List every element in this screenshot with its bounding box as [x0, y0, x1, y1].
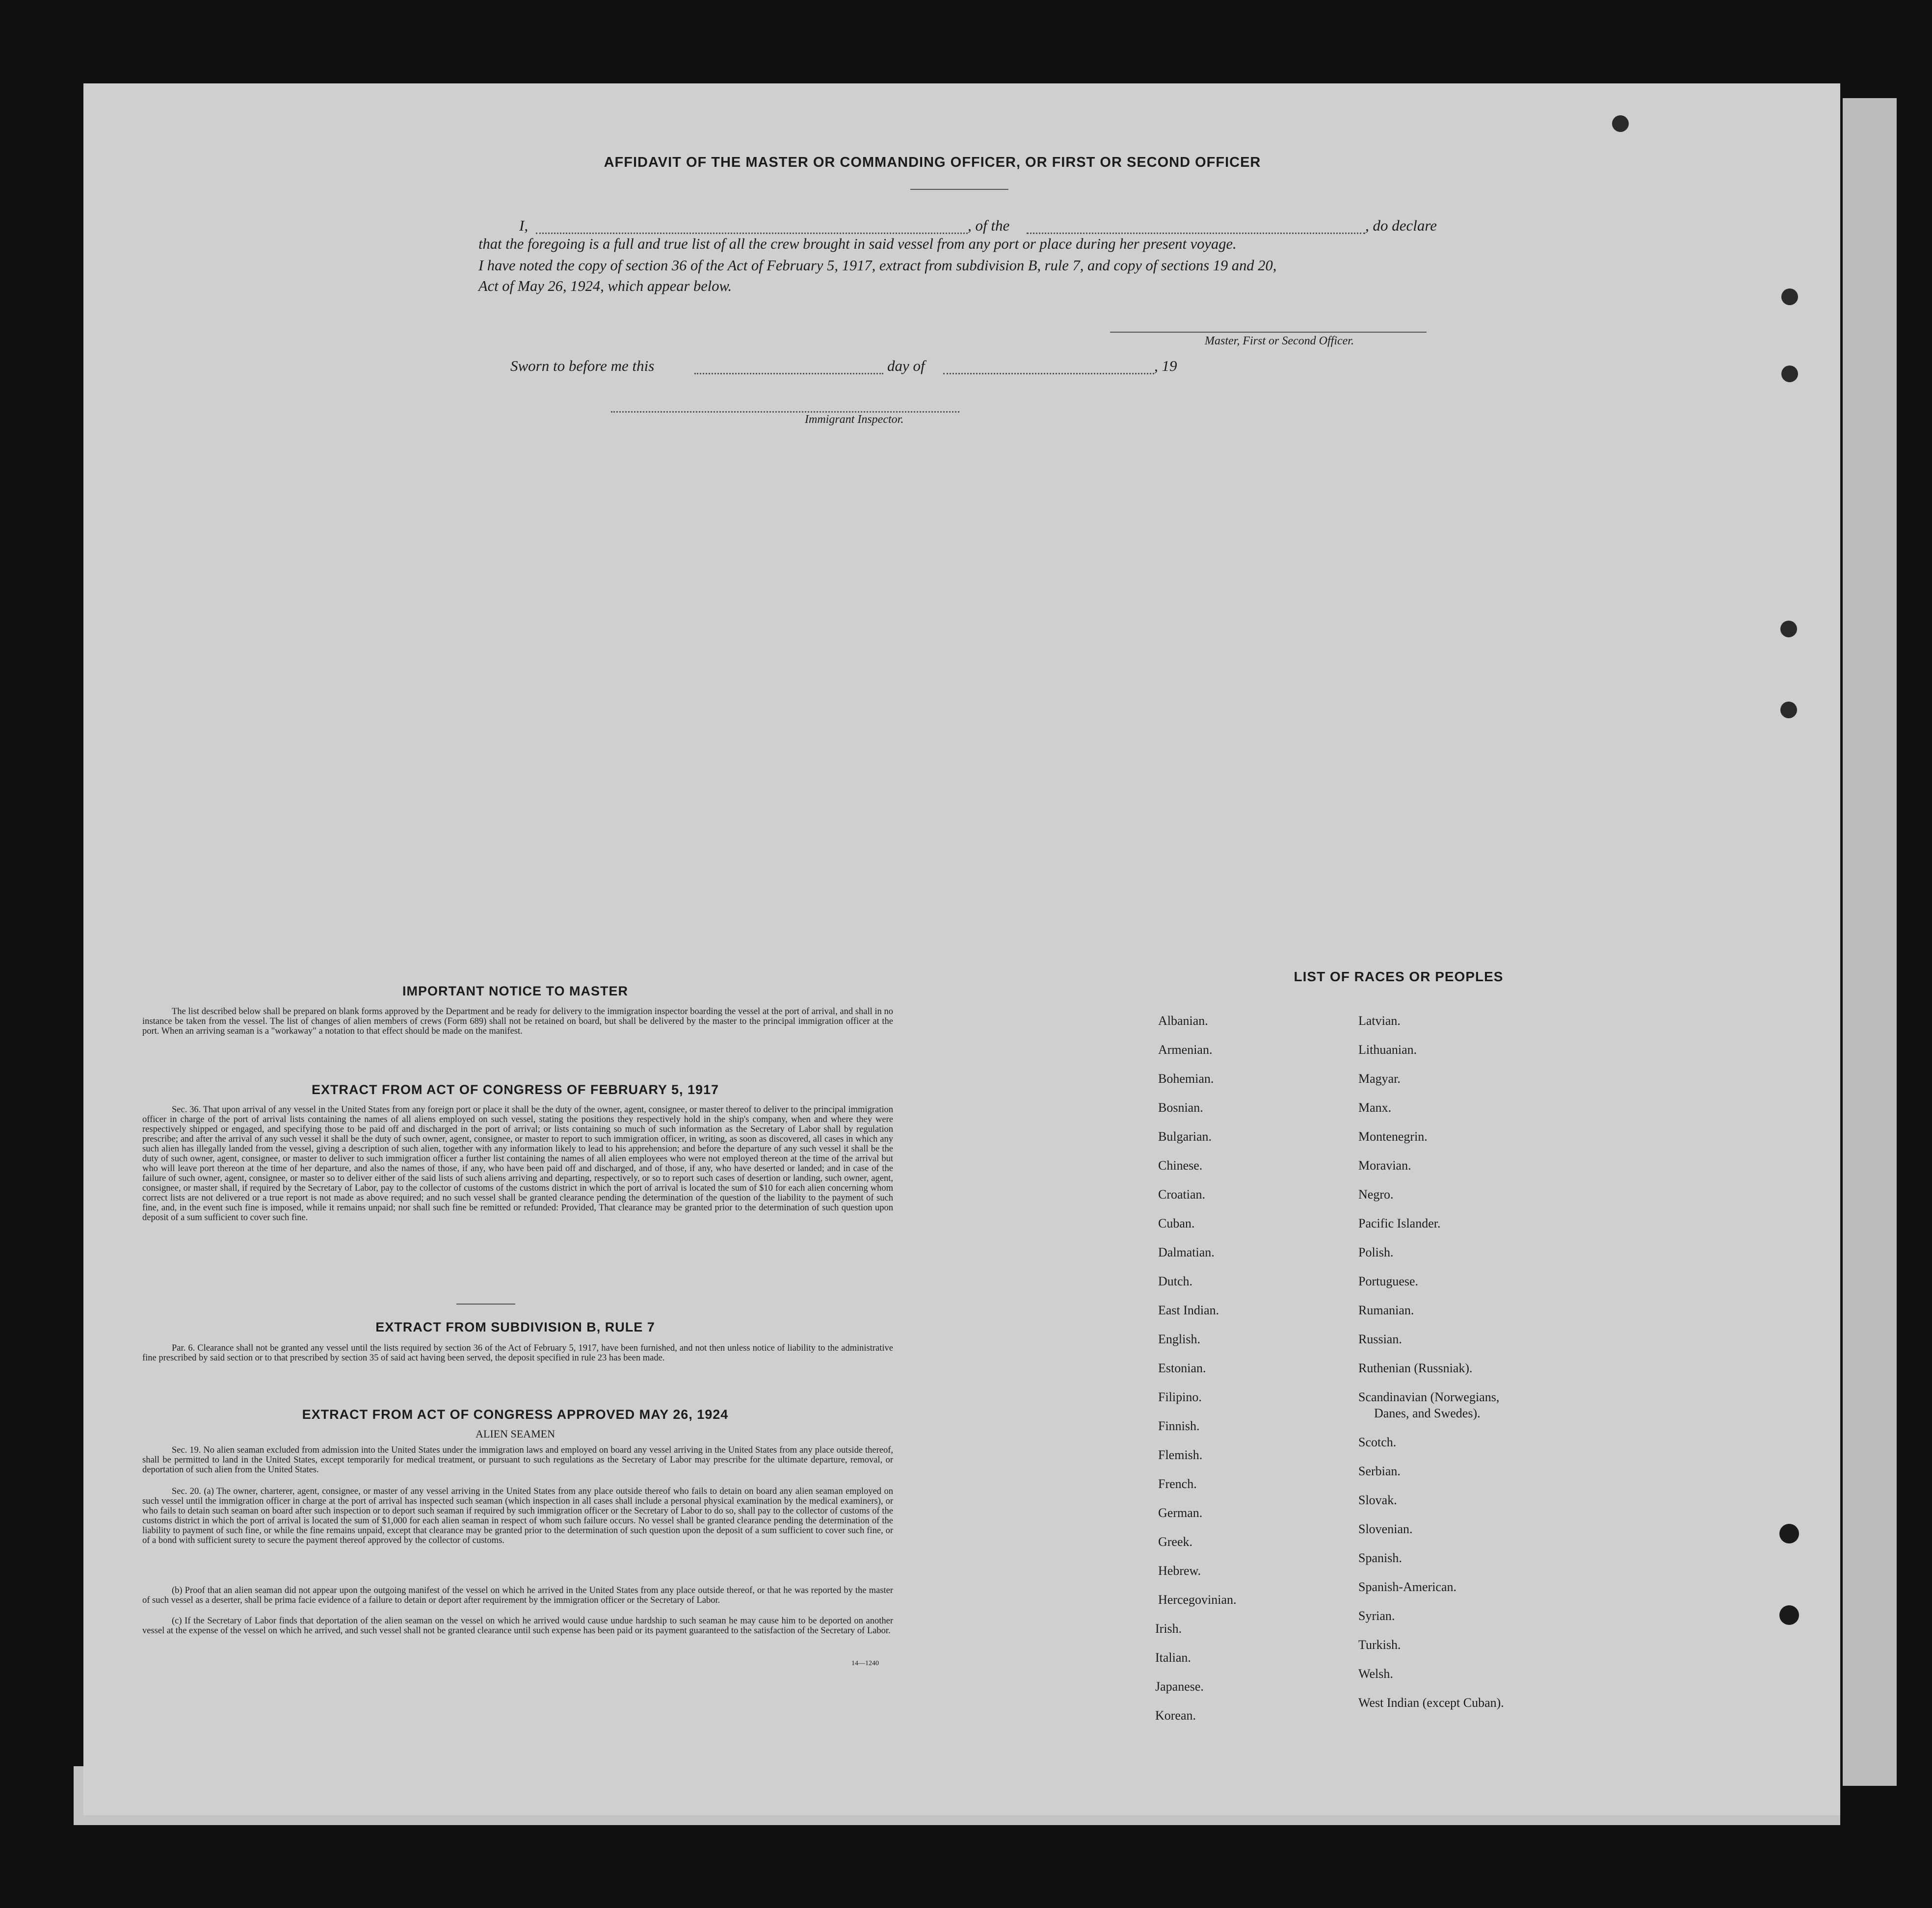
inspector-signature-line: [611, 411, 959, 413]
race-item: Slovenian.: [1358, 1522, 1413, 1536]
race-item: Syrian.: [1358, 1609, 1395, 1623]
race-item: Latvian.: [1358, 1014, 1401, 1028]
extract-1924-title: EXTRACT FROM ACT OF CONGRESS APPROVED MAY 26, 1924: [302, 1407, 729, 1422]
punch-hole: [1779, 1524, 1799, 1543]
inspector-caption: Immigrant Inspector.: [805, 413, 904, 426]
name-blank: [536, 233, 968, 234]
affidavit-of-the: , of the: [968, 217, 1010, 234]
race-item: English.: [1158, 1332, 1200, 1346]
race-item: Portuguese.: [1358, 1274, 1419, 1288]
race-item: Dutch.: [1158, 1274, 1193, 1288]
race-item: Montenegrin.: [1358, 1129, 1428, 1144]
notice-title: IMPORTANT NOTICE TO MASTER: [402, 984, 628, 998]
race-item: Polish.: [1358, 1245, 1394, 1259]
race-item: Negro.: [1358, 1187, 1394, 1202]
sworn-month-blank: [943, 373, 1154, 374]
race-item: German.: [1158, 1506, 1203, 1520]
underlying-sheet-edge: [1843, 98, 1897, 1786]
notice-body: The list described below shall be prepared on blank forms approved by the Department and be ready for delivery to the immigration inspector boarding the vessel at the port of arrival, and shall in no instance be taken from the vessel. The list of changes of alien members of crews (Form 689) shall not be retained on board, but shall be delivered by the master to the principal immigration officer at the port. When an arriving seaman is a "workaway" a notation to that effect should be made on the manifest.: [142, 1007, 893, 1036]
race-item: Korean.: [1155, 1708, 1196, 1723]
race-item: Magyar.: [1358, 1072, 1401, 1086]
race-item: Flemish.: [1158, 1448, 1203, 1462]
races-title: LIST OF RACES OR PEOPLES: [1294, 969, 1504, 984]
affidavit-line-4: Act of May 26, 1924, which appear below.: [478, 278, 732, 294]
race-item: Filipino.: [1158, 1390, 1202, 1404]
race-item: Russian.: [1358, 1332, 1402, 1346]
extract-1917-body: Sec. 36. That upon arrival of any vessel in the United States from any foreign port or place it shall be the duty of the owner, agent, consignee, or master thereof to deliver to the principal immigration officer in charge of the port of arrival lists containing the names of all aliens employed on such vessel, stating the positions they respectively hold in the ship's company, when and where they were respectively shipped or engaged, and specifying those to be paid off and discharged in the port of arrival; or lists containing so much of such information as the Secretary of Labor shall by regulation prescribe; and after the arrival of any such vessel it shall be the duty of such owner, agent, consignee, or master to report to such immigration officer, in writing, as soon as discovered, all cases in which any such alien has illegally landed from the vessel, giving a description of such alien, together with any information likely to lead to his apprehension; and before the departure of any such vessel it shall be the duty of such owner, agent, consignee, or master to deliver to such immigration officer a further list containing the names of all alien employees who were not employed thereon at the time of the arrival but who will leave port thereon at the time of her departure, and also the names of those, if any, who have been paid off and discharged, and of those, if any, who have deserted or landed; and in case of the failure of such owner, agent, consignee, or master so to deliver either of the said lists of such aliens arriving and departing, respectively, or so to report such cases of desertion or landing, such owner, agent, consignee, or master shall, if required by the Secretary of Labor, pay to the collector of customs of the customs district in which the port of arrival is located the sum of $10 for each alien concerning whom correct lists are not delivered or a true report is not made as above required; and no such vessel shall be granted clearance pending the determination of the question of the liability to the payment of such fine, and, in the event such fine is imposed, while it remains unpaid; nor shall such fine be remitted or refunded: Provided, That clearance may be granted prior to the determination of such question upon deposit of a sum sufficient to cover such fine.: [142, 1105, 893, 1223]
extract-1924-sec20a: Sec. 20. (a) The owner, charterer, agent, consignee, or master of any vessel arriving in the United States from any place outside thereof who fails to detain on board any alien seaman employed on such vessel until the immigration officer in charge at the port of arrival has inspected such seaman (which inspection in all cases shall include a personal physical examination by the medical examiners), or who fails to detain such seaman on board after such inspection or to deport such seaman if required by such immigration officer or the Secretary of Labor to do so, shall pay to the collector of customs of the customs district in which the port of arrival is located the sum of $1,000 for each alien seaman in respect of whom such failure occurs. No vessel shall be granted clearance pending the determination of the liability to payment of such fine, or while the fine remains unpaid, except that clearance may be granted prior to the determination of such question upon the deposit of a sum sufficient to cover such fine, or of a bond with sufficient surety to secure the payment thereof approved by the collector of customs.: [142, 1487, 893, 1545]
document-page: [83, 83, 1840, 1815]
race-item: Irish.: [1155, 1621, 1182, 1636]
punch-hole: [1612, 115, 1629, 132]
race-item: Cuban.: [1158, 1216, 1195, 1230]
punch-hole: [1780, 621, 1797, 637]
affidavit-i-label: I,: [519, 217, 529, 234]
race-item: Hebrew.: [1158, 1564, 1201, 1578]
race-item: Estonian.: [1158, 1361, 1206, 1375]
punch-hole: [1781, 288, 1798, 305]
race-item: Serbian.: [1358, 1464, 1401, 1478]
punch-hole: [1780, 702, 1797, 718]
race-item: Manx.: [1358, 1100, 1392, 1115]
extract-1924-sec19: Sec. 19. No alien seaman excluded from admission into the United States under the immigration laws and employed on board any vessel arriving in the United States from any place outside thereof, shall be permitted to land in the United States, except temporarily for medical treatment, or pursuant to such regulations as the Secretary of Labor may prescribe for the ultimate departure, removal, or deportation of such alien from the United States.: [142, 1445, 893, 1475]
race-item: Danes, and Swedes).: [1374, 1406, 1481, 1420]
race-item: Scandinavian (Norwegians,: [1358, 1390, 1500, 1404]
affidavit-line-2: that the foregoing is a full and true list of all the crew brought in said vessel from any port or place during her present voyage.: [478, 235, 1237, 252]
divider: [456, 1304, 515, 1305]
extract-1924-sec20b: (b) Proof that an alien seaman did not appear upon the outgoing manifest of the vessel on which he arrived in the United States from any place outside thereof, or that he was reported by the master of such vessel as a deserter, shall be prima facie evidence of a failure to detain or deport after requirement by the immigration officer or the Secretary of Labor.: [142, 1586, 893, 1605]
affidavit-title: AFFIDAVIT OF THE MASTER OR COMMANDING OFFICER, OR FIRST OR SECOND OFFICER: [604, 155, 1261, 170]
race-item: Hercegovinian.: [1158, 1593, 1237, 1607]
extract-rule7-body: Par. 6. Clearance shall not be granted any vessel until the lists required by section 36 of the Act of February 5, 1917, have been furnished, and not then unless notice of liability to the administrative fine prescribed by said section or to that prescribed by section 35 of said act having been served, the deposit specified in rule 23 has been made.: [142, 1343, 893, 1363]
vessel-blank: [1027, 233, 1365, 234]
affidavit-do-declare: , do declare: [1365, 217, 1437, 234]
sworn-label: Sworn to before me this: [510, 357, 655, 374]
race-item: French.: [1158, 1477, 1197, 1491]
master-signature-line: [1110, 332, 1427, 333]
year-label: , 19: [1154, 357, 1177, 374]
alien-seamen-subtitle: ALIEN SEAMEN: [476, 1428, 555, 1440]
day-of-label: day of: [887, 357, 925, 374]
sworn-day-blank: [694, 373, 883, 374]
form-number: 14—1240: [851, 1660, 879, 1667]
master-caption: Master, First or Second Officer.: [1205, 335, 1354, 347]
race-item: Welsh.: [1358, 1667, 1393, 1681]
race-item: Greek.: [1158, 1535, 1193, 1549]
race-item: Finnish.: [1158, 1419, 1200, 1433]
race-item: Moravian.: [1358, 1158, 1411, 1173]
extract-rule7-title: EXTRACT FROM SUBDIVISION B, RULE 7: [375, 1320, 655, 1334]
race-item: Spanish.: [1358, 1551, 1402, 1565]
affidavit-line-3: I have noted the copy of section 36 of the Act of February 5, 1917, extract from subdivision B, rule 7, and copy of sections 19 and 20,: [478, 257, 1277, 274]
punch-hole: [1781, 366, 1798, 382]
race-item: Albanian.: [1158, 1014, 1208, 1028]
race-item: Bosnian.: [1158, 1100, 1203, 1115]
race-item: Slovak.: [1358, 1493, 1397, 1507]
race-item: West Indian (except Cuban).: [1358, 1696, 1504, 1710]
punch-hole: [1779, 1605, 1799, 1625]
race-item: Pacific Islander.: [1358, 1216, 1441, 1230]
race-item: Chinese.: [1158, 1158, 1203, 1173]
race-item: Bohemian.: [1158, 1072, 1214, 1086]
race-item: Italian.: [1155, 1650, 1191, 1665]
race-item: East Indian.: [1158, 1303, 1219, 1317]
divider: [910, 189, 1008, 190]
race-item: Bulgarian.: [1158, 1129, 1212, 1144]
race-item: Turkish.: [1358, 1638, 1401, 1652]
race-item: Scotch.: [1358, 1435, 1397, 1449]
race-item: Japanese.: [1155, 1679, 1204, 1694]
race-item: Lithuanian.: [1358, 1043, 1417, 1057]
extract-1924-sec20c: (c) If the Secretary of Labor finds that deportation of the alien seaman on the vessel on which he arrived would cause undue hardship to such seaman he may cause him to be deported on another vessel at the expense of the vessel on which he arrived, and such vessel shall not be granted clearance until such expense has been paid or its payment guaranteed to the satisfaction of the Secretary of Labor.: [142, 1616, 893, 1636]
race-item: Croatian.: [1158, 1187, 1206, 1202]
race-item: Dalmatian.: [1158, 1245, 1215, 1259]
race-item: Armenian.: [1158, 1043, 1213, 1057]
race-item: Ruthenian (Russniak).: [1358, 1361, 1473, 1375]
race-item: Rumanian.: [1358, 1303, 1414, 1317]
race-item: Spanish-American.: [1358, 1580, 1457, 1594]
extract-1917-title: EXTRACT FROM ACT OF CONGRESS OF FEBRUARY 5, 1917: [311, 1082, 719, 1097]
